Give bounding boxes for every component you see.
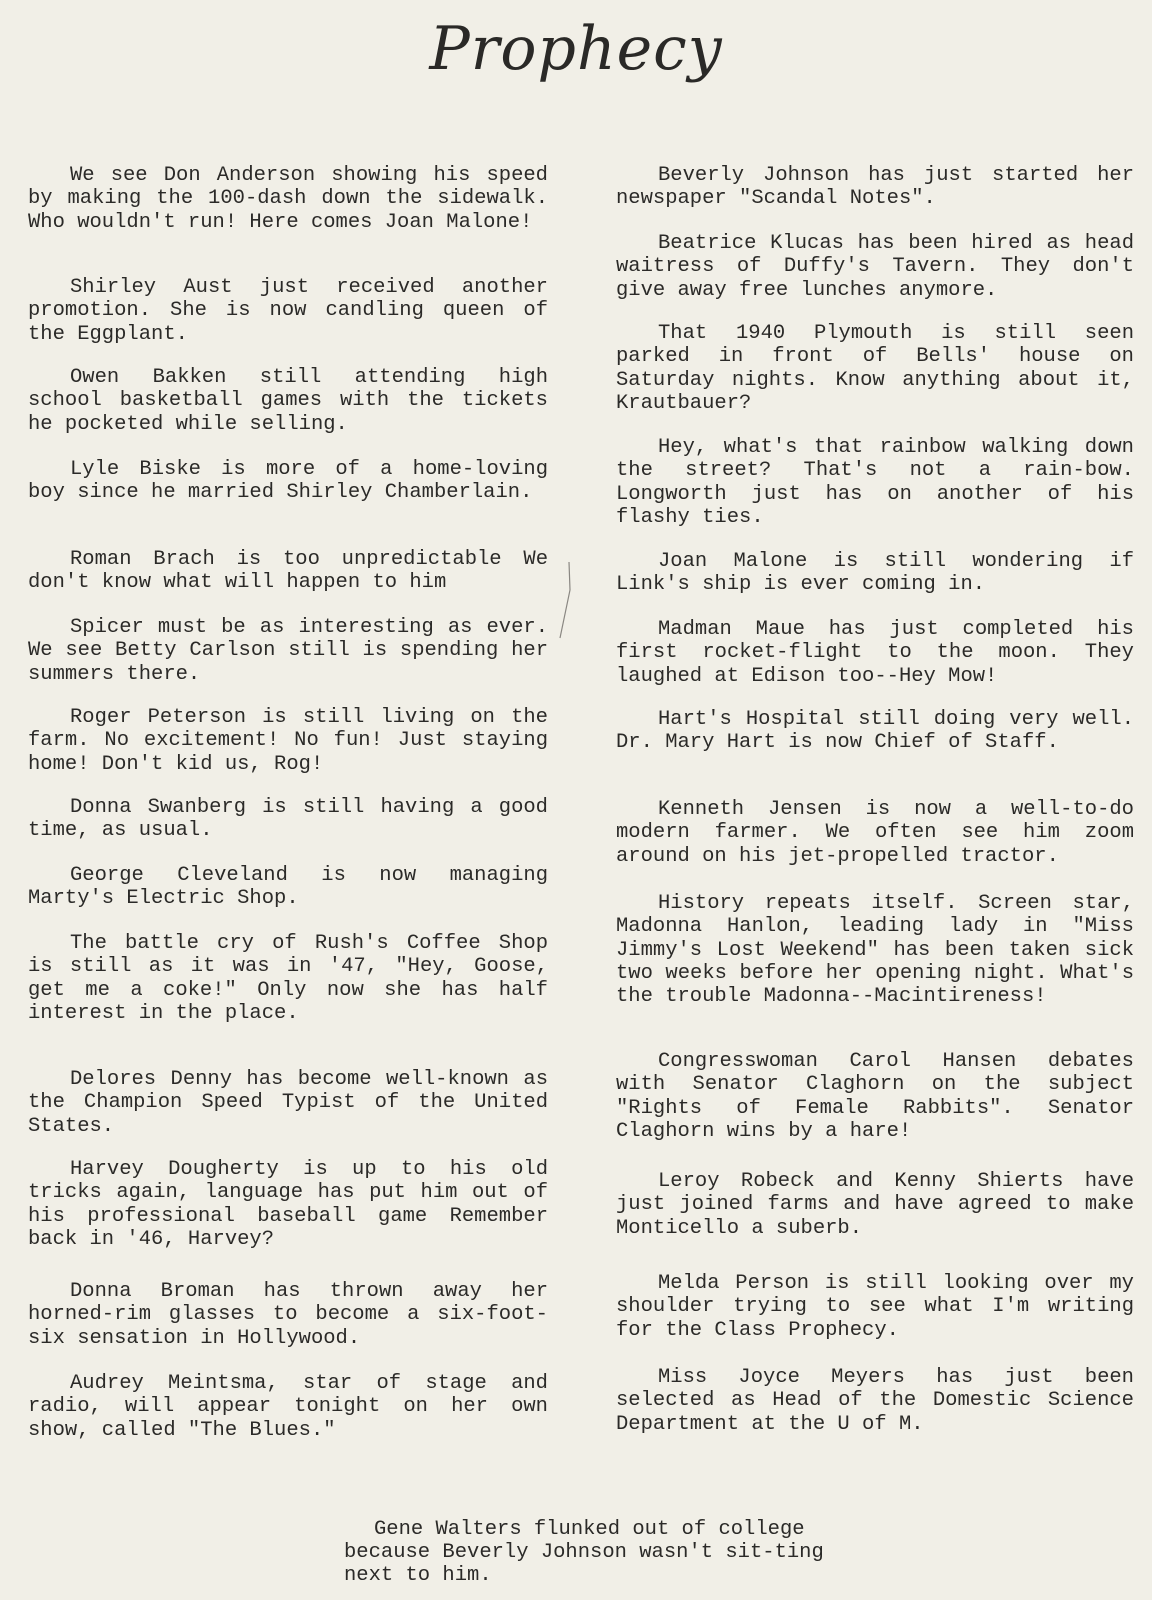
paragraph: Roger Peterson is still living on the farm. No excitement! No fun! Just staying home! Don't kid us, Rog! (28, 706, 548, 776)
paragraph: Melda Person is still looking over my shoulder trying to see what I'm writing for the Class Prophecy. (616, 1272, 1134, 1342)
paragraph: Shirley Aust just received another promotion. She is now candling queen of the Eggplant. (28, 276, 548, 346)
paragraph: Hey, what's that rainbow walking down the street? That's not a rain-bow. Longworth just has on another of his flashy ties. (616, 436, 1134, 529)
paragraph: Donna Broman has thrown away her horned-rim glasses to become a six-foot-six sensation in Hollywood. (28, 1280, 548, 1350)
paragraph: The battle cry of Rush's Coffee Shop is still as it was in '47, "Hey, Goose, get me a coke!" Only now she has half interest in the place. (28, 932, 548, 1025)
paragraph: Delores Denny has become well-known as the Champion Speed Typist of the United States. (28, 1068, 548, 1138)
paragraph: Beatrice Klucas has been hired as head waitress of Duffy's Tavern. They don't give away free lunches anymore. (616, 232, 1134, 302)
paragraph: Joan Malone is still wondering if Link's ship is ever coming in. (616, 550, 1134, 597)
paragraph: Lyle Biske is more of a home-loving boy since he married Shirley Chamberlain. (28, 458, 548, 505)
closing-paragraph: Gene Walters flunked out of college because Beverly Johnson wasn't sit-ting next to him. (344, 1517, 824, 1588)
paragraph: That 1940 Plymouth is still seen parked in front of Bells' house on Saturday nights. Know anything about it, Krautbauer? (616, 322, 1134, 415)
paragraph: Beverly Johnson has just started her newspaper "Scandal Notes". (616, 164, 1134, 211)
paragraph: Donna Swanberg is still having a good time, as usual. (28, 796, 548, 843)
paragraph: Roman Brach is too unpredictable We don't know what will happen to him (28, 548, 548, 595)
paragraph: Owen Bakken still attending high school basketball games with the tickets he pocketed while selling. (28, 366, 548, 436)
paragraph: Leroy Robeck and Kenny Shierts have just joined farms and have agreed to make Monticello a suberb. (616, 1170, 1134, 1240)
paragraph: History repeats itself. Screen star, Madonna Hanlon, leading lady in "Miss Jimmy's Lost Weekend" has been taken sick two weeks before her opening night. What's the trouble Madonna--Macintireness! (616, 892, 1134, 1009)
paragraph: Congresswoman Carol Hansen debates with Senator Claghorn on the subject "Rights of Female Rabbits". Senator Claghorn wins by a hare! (616, 1050, 1134, 1143)
paragraph: Kenneth Jensen is now a well-to-do modern farmer. We often see him zoom around on his jet-propelled tractor. (616, 798, 1134, 868)
paragraph: Hart's Hospital still doing very well. Dr. Mary Hart is now Chief of Staff. (616, 708, 1134, 755)
paragraph: Audrey Meintsma, star of stage and radio, will appear tonight on her own show, called "The Blues." (28, 1372, 548, 1442)
paragraph: We see Don Anderson showing his speed by making the 100-dash down the sidewalk. Who wouldn't run! Here comes Joan Malone! (28, 164, 548, 234)
pencil-margin-mark (557, 560, 573, 640)
paragraph: Madman Maue has just completed his first rocket-flight to the moon. They laughed at Edison too--Hey Mow! (616, 618, 1134, 688)
paragraph: Spicer must be as interesting as ever. We see Betty Carlson still is spending her summers there. (28, 616, 548, 686)
paragraph: Harvey Dougherty is up to his old tricks again, language has put him out of his professional baseball game Remember back in '46, Harvey? (28, 1158, 548, 1251)
page-title: Prophecy (429, 14, 723, 84)
paragraph: Miss Joyce Meyers has just been selected as Head of the Domestic Science Department at the U of M. (616, 1366, 1134, 1436)
paragraph: George Cleveland is now managing Marty's Electric Shop. (28, 864, 548, 911)
